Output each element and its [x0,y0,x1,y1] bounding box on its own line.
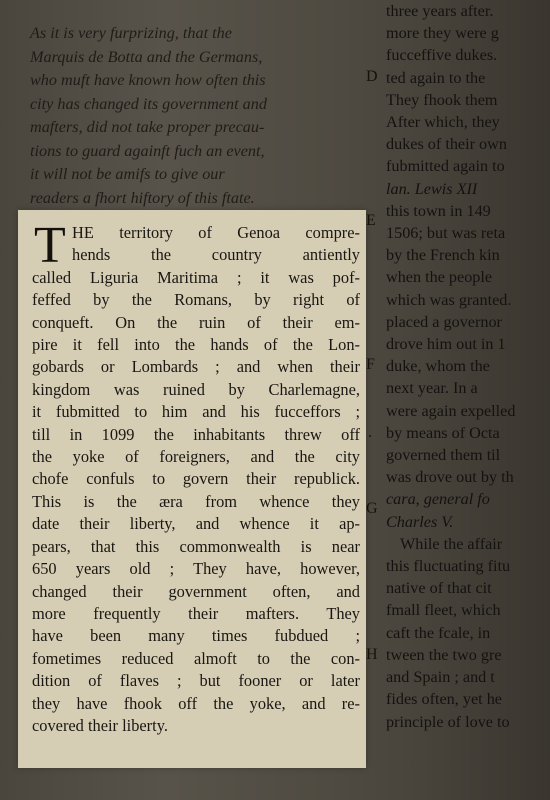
text-line: drove him out in 1 [386,335,506,354]
text-line: HE territory of Genoa compre- [72,223,360,242]
text-line: placed a governor [386,312,502,331]
text-line: After which, they [386,113,500,132]
text-line: chofe confuls to govern their republick. [32,469,360,489]
text-line: who muft have known how often this [30,71,266,89]
text-line: three years after. [386,2,494,20]
text-line: principle of love to [386,712,510,731]
text-line: changed their government often, and [32,581,360,601]
margin-marker: H [366,646,378,663]
text-line: city has changed its government and [30,94,267,113]
text-line: this town in 149 [386,201,491,220]
text-line: kingdom was ruined by Charlemagne, [32,379,360,399]
text-line: fometimes reduced almoft to the con- [32,648,360,668]
text-line: called Liguria Maritima ; it was pof- [32,267,360,287]
text-line: 1506; but was reta [386,224,506,243]
text-line: next year. In a [386,379,478,398]
text-line: This is the æra from whence they [32,491,360,511]
text-line: mafters, did not take proper precau- [30,118,265,136]
margin-marker: D [366,68,378,85]
text-line: dition of flaves ; but fooner or later [32,671,360,691]
text-line: fucceffive dukes. [386,46,498,65]
margin-marker: G [366,500,378,517]
text-line: pears, that this commonwealth is near [32,536,360,556]
text-line: conqueft. On the ruin of their em- [32,312,360,332]
text-line: Charles V. [386,512,454,531]
text-line: caft the fcale, in [386,623,491,642]
text-line: hends the country antiently [72,245,360,265]
text-line: While the affair [400,534,503,553]
text-line: it will not be amifs to give our [30,165,225,183]
margin-marker: E [366,212,376,229]
text-line: fides often, yet he [386,690,502,709]
article-paragraph [32,217,360,737]
text-line: by the French kin [386,246,500,265]
margin-marker: . [368,424,372,441]
text-line: were again expelled [386,401,516,420]
text-line: covered their liberty. [32,715,168,735]
text-line: cara, general fo [386,490,490,509]
text-line: till in 1099 the inhabitants threw off [32,424,360,444]
text-line: and Spain ; and t [386,668,495,687]
text-line: tween the two gre [386,645,502,664]
intro-paragraph [30,22,360,210]
text-line: dukes of their own [386,135,507,154]
text-line: gobards or Lombards ; and when their [32,357,360,377]
text-line: tions to guard againft fuch an event, [30,141,265,160]
text-line: fmall fleet, which [386,601,501,620]
text-line: lan. Lewis XII [386,179,478,198]
text-line: was drove out by th [386,468,514,487]
text-line: fubmitted again to [386,157,505,176]
text-line: duke, whom the [386,357,490,376]
text-line: which was granted. [386,290,512,309]
text-line: this fluctuating fitu [386,557,511,576]
margin-marker: F [366,356,375,373]
text-line: 650 years old ; They have, however, [32,559,360,579]
text-line: As it is very furprizing, that the [30,24,232,42]
text-line: more frequently their mafters. They [32,603,360,623]
text-line: native of that cit [386,579,492,598]
text-line: pire it fell into the hands of the Lon- [32,335,360,355]
text-line: readers a fhort hiftory of this ftate. [30,188,255,207]
text-line: when the people [386,268,493,287]
text-line: They fhook them [386,90,498,109]
text-line: by means of Octa [386,423,500,442]
text-line: Marquis de Botta and the Germans, [30,47,263,66]
text-line: governed them til [386,446,501,465]
text-line: the yoke of foreigners, and the city [32,447,360,467]
text-line: they have fhook off the yoke, and re- [32,693,360,713]
text-line: ted again to the [386,68,486,87]
text-line: have been many times fubdued ; [32,626,360,646]
right-column-text [386,0,550,733]
text-line: it fubmitted to him and his fucceffors ; [32,402,360,422]
text-line: more they were g [386,24,499,43]
drop-cap: T [34,217,66,274]
text-line: feffed by the Romans, by right of [32,290,360,310]
text-line: date their liberty, and whence it ap- [32,514,360,534]
